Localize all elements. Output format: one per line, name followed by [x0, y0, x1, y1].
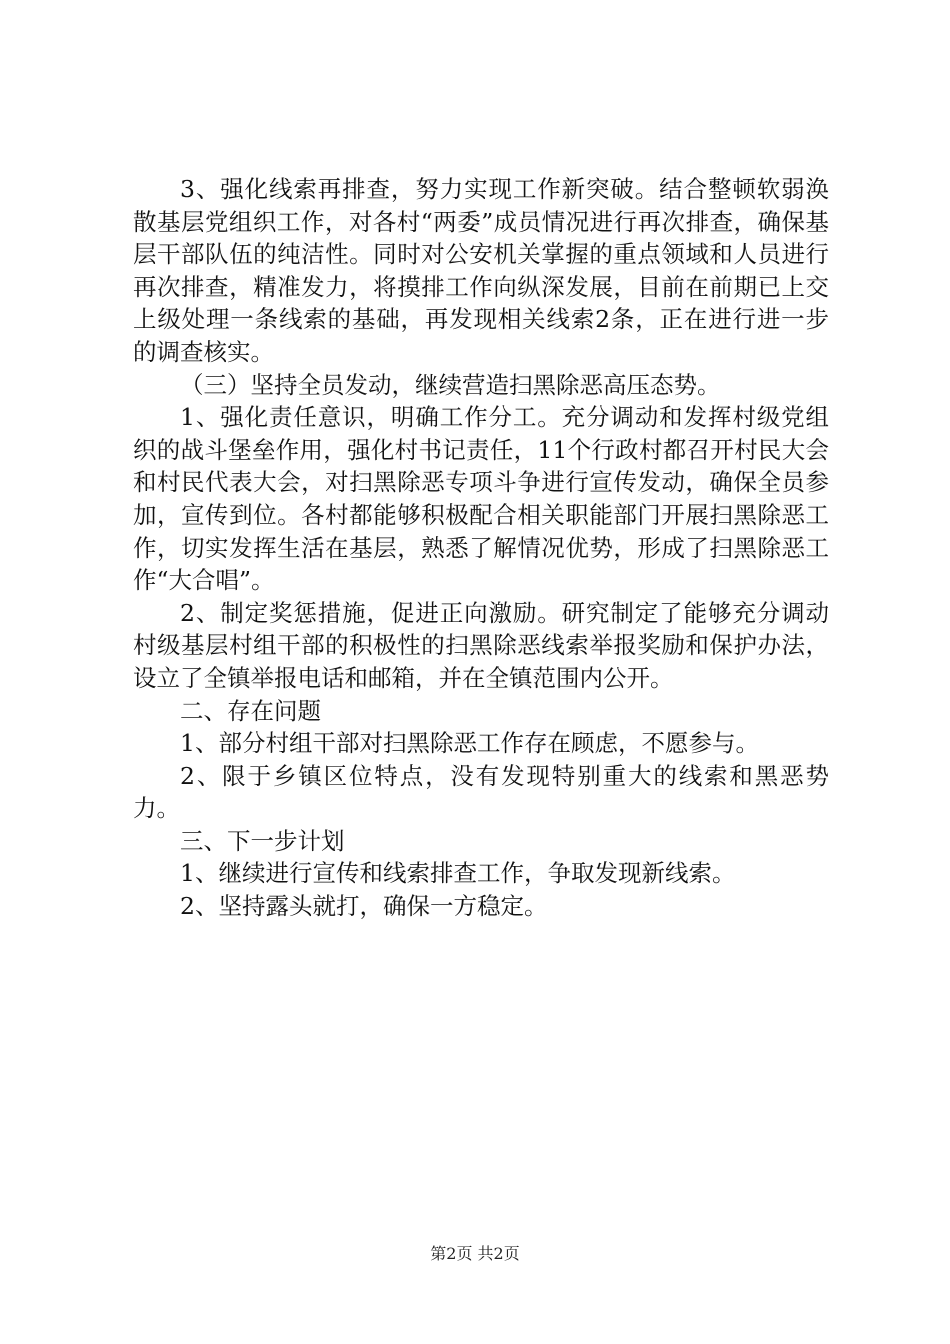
- paragraph-responsibility-awareness: 1、强化责任意识，明确工作分工。充分调动和发挥村级党组织的战斗堡垒作用，强化村书记责任，11个行政村都召开村民大会和村民代表大会，对扫黑除恶专项斗争进行宣传发动，确保全员参加，宣传到位。各村都能够积极配合相关职能部门开展扫黑除恶工作，切实发挥生活在基层，熟悉了解情况优势，形成了扫黑除恶工作“大合唱”。: [133, 403, 829, 595]
- section-heading-existing-problems: 二、存在问题: [180, 696, 321, 725]
- section-heading-full-mobilization: （三）坚持全员发动，继续营造扫黑除恶高压态势。: [180, 370, 721, 399]
- list-item-plan-2: 2、坚持露头就打，确保一方稳定。: [180, 892, 548, 921]
- paragraph-strengthen-clue-recheck: 3、强化线索再排查，努力实现工作新突破。结合整顿软弱涣散基层党组织工作，对各村“两委”成员情况进行再次排查，确保基层干部队伍的纯洁性。同时对公安机关掌握的重点领域和人员进行再次排查，精准发力，将摸排工作向纵深发展，目前在前期已上交上级处理一条线索的基础，再发现相关线索2条，正在进行进一步的调查核实。: [133, 175, 829, 366]
- page-footer: 第2页 共2页: [430, 1244, 520, 1263]
- section-heading-next-plan: 三、下一步计划: [180, 826, 345, 855]
- list-item-problem-1: 1、部分村组干部对扫黑除恶工作存在顾虑，不愿参与。: [180, 729, 759, 758]
- paragraph-reward-measures: 2、制定奖惩措施，促进正向激励。研究制定了能够充分调动村级基层村组干部的积极性的扫黑除恶线索举报奖励和保护办法，设立了全镇举报电话和邮箱，并在全镇范围内公开。: [133, 598, 829, 692]
- list-item-problem-2: 2、限于乡镇区位特点，没有发现特别重大的线索和黑恶势力。: [133, 761, 829, 823]
- list-item-plan-1: 1、继续进行宣传和线索排查工作，争取发现新线索。: [180, 859, 736, 888]
- document-body: [133, 173, 829, 923]
